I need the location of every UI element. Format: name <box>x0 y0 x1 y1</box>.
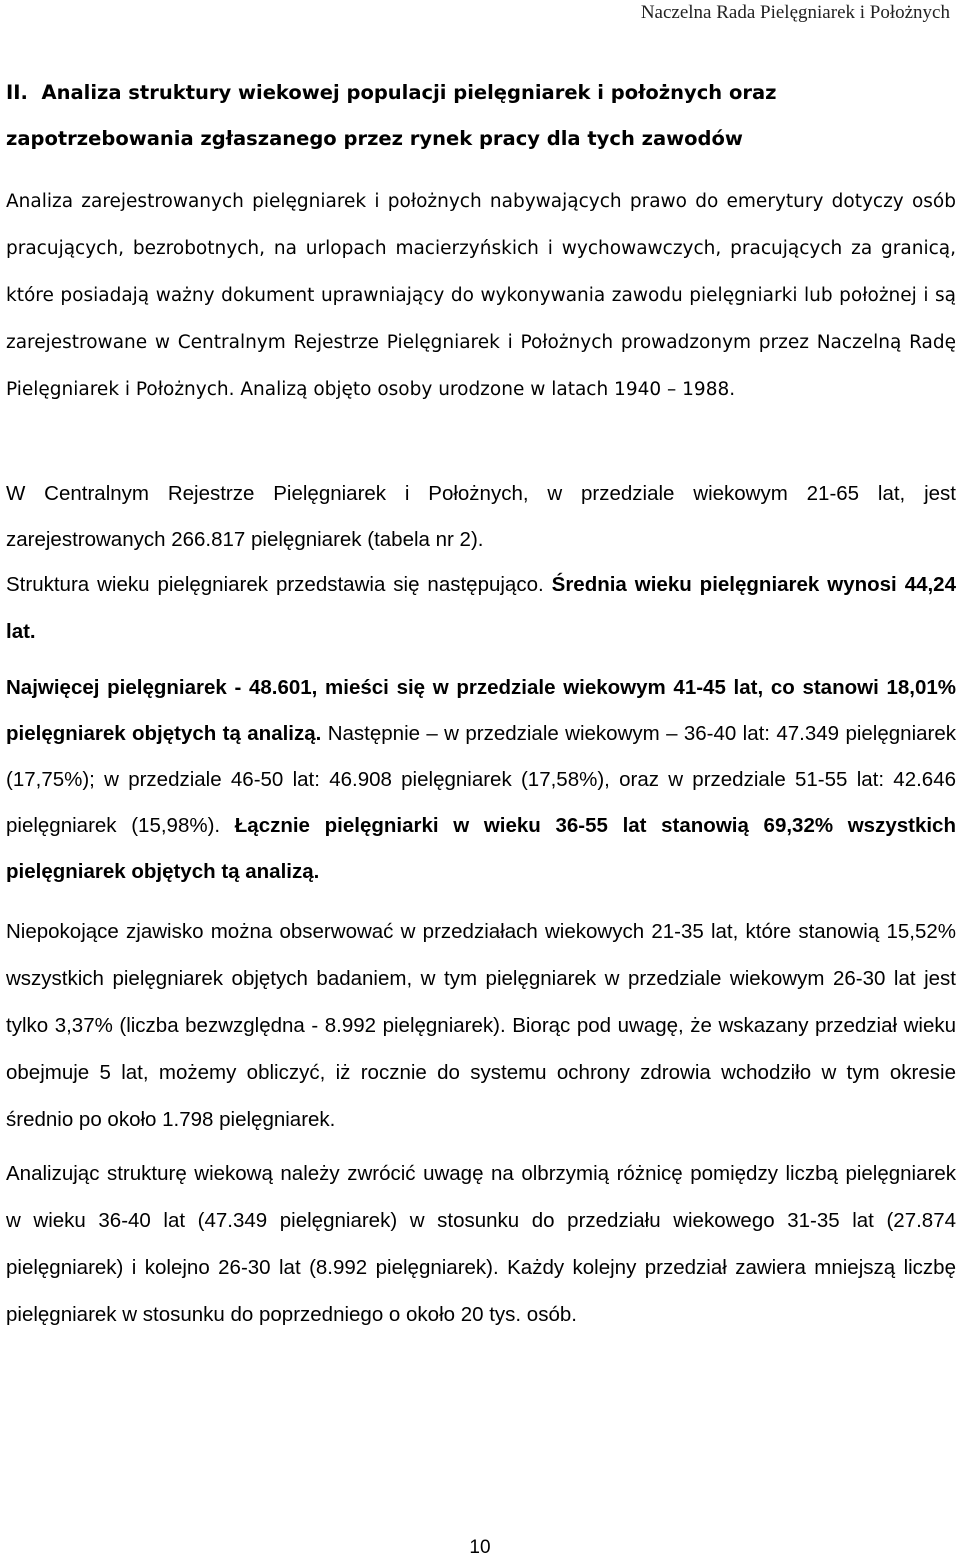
intro-paragraph <box>6 178 956 413</box>
section-title: II. Analiza struktury wiekowej populacji pielęgniarek i położnych oraz zapotrzebowania zgłaszanego przez rynek pracy dla tych zawodów <box>6 81 777 150</box>
registry-paragraph <box>6 471 956 562</box>
registry-text: W Centralnym Rejestrze Pielęgniarek i Położnych, w przedziale wiekowym 21-65 lat, jest zarejestrowanych 266.817 pielęgniarek (tabela nr 2). <box>6 482 956 551</box>
page-number: 10 <box>469 1537 491 1558</box>
structure-text: Struktura wieku pielęgniarek przedstawia się następująco. <box>6 573 544 596</box>
running-header: Naczelna Rada Pielęgniarek i Położnych <box>640 2 950 23</box>
most-text: Następnie – w przedziale wiekowym – 36-40 lat: 47.349 pielęgniarek (17,75%); w przedziale 46-50 lat: 46.908 pielęgniarek (17,58%), oraz w przedziale 51-55 lat: 42.646 pielęgniarek (15,98%). <box>6 722 956 837</box>
worrying-paragraph <box>6 908 956 1143</box>
structure-paragraph <box>6 561 956 655</box>
analysis-text: Analizując strukturę wiekową należy zwrócić uwagę na olbrzymią różnicę pomiędzy liczbą pielęgniarek w wieku 36-40 lat (47.349 pielęgniarek) w stosunku do przedziału wiekowego 31-35 lat (27.874 pielęgniarek) i kolejno 26-30 lat (8.992 pielęgniarek). Każdy kolejny przedział zawiera mniejszą liczbę pielęgniarek w stosunku do poprzedniego o około 20 tys. osób. <box>6 1162 956 1326</box>
most-paragraph <box>6 665 956 895</box>
analysis-paragraph <box>6 1150 956 1338</box>
intro-text-2: Analizą objęto osoby urodzone w latach 1940 – 1988. <box>240 379 736 400</box>
most-bold-text: Najwięcej pielęgniarek - 48.601, mieści się w przedziale wiekowym 41-45 lat, co stanowi 18,01% pielęgniarek objętych tą analizą. <box>6 676 956 745</box>
combined-bold-text: Łącznie pielęgniarki w wieku 36-55 lat stanowią 69,32% wszystkich pielęgniarek objętych tą analizą. <box>6 814 956 883</box>
worrying-text: Niepokojące zjawisko można obserwować w przedziałach wiekowych 21-35 lat, które stanowią 15,52% wszystkich pielęgniarek objętych badaniem, w tym pielęgniarek w przedziale wiekowym 26-30 lat jest tylko 3,37% (liczba bezwzględna - 8.992 pielęgniarek). Biorąc pod uwagę, że wskazany przedział wieku obejmuje 5 lat, możemy obliczyć, iż rocznie do systemu ochrony zdrowia wchodziło w tym okresie średnio po około 1.798 pielęgniarek. <box>6 920 956 1131</box>
intro-text: Analiza zarejestrowanych pielęgniarek i położnych nabywających prawo do emerytury dotyczy osób pracujących, bezrobotnych, na urlopach macierzyńskich i wychowawczych, pracujących za granicą, które posiadają ważny dokument uprawniający do wykonywania zawodu pielęgniarki lub położnej i są zarejestrowane w Centralnym Rejestrze Pielęgniarek i Położnych prowadzonym przez Naczelną Radę Pielęgniarek i Położnych. <box>6 191 956 400</box>
average-age-text: Średnia wieku pielęgniarek wynosi 44,24 lat. <box>6 573 956 643</box>
